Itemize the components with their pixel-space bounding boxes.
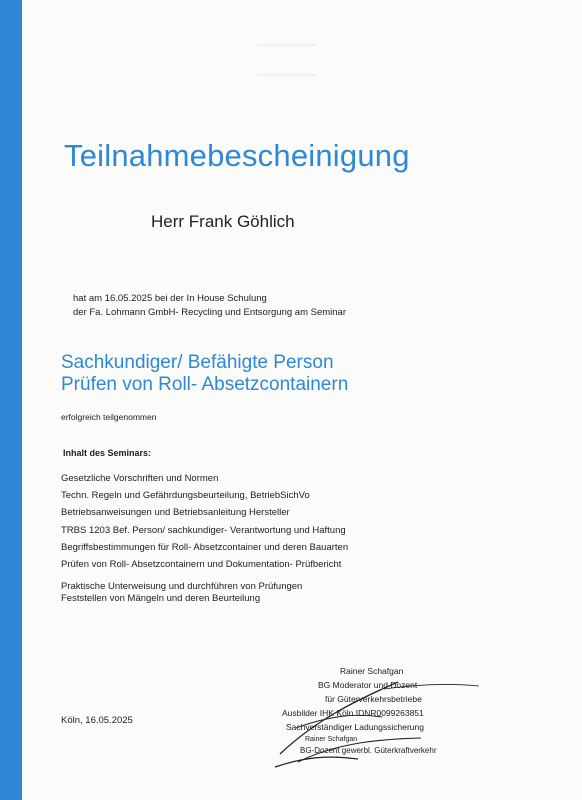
- faint-watermark: [258, 44, 316, 76]
- seminar-content-item: Gesetzliche Vorschriften und Normen: [61, 473, 219, 484]
- signature-block: [270, 666, 570, 776]
- practice-line: Feststellen von Mängeln und deren Beurteilung: [61, 593, 261, 604]
- signer-role: für Güterverkehrsbetriebe: [325, 694, 422, 704]
- signer-role: BG Moderator und Dozent: [318, 680, 418, 690]
- seminar-content-item: TRBS 1203 Bef. Person/ sachkundiger- Verantwortung und Haftung: [61, 524, 346, 536]
- seminar-content-item: Techn. Regeln und Gefährdungsbeurteilung, BetriebSichVo: [61, 490, 310, 502]
- handwritten-signature-icon: [270, 666, 570, 776]
- course-title-line: Prüfen von Roll- Absetzcontainern: [61, 374, 349, 395]
- certificate-title: Teilnahmebescheinigung: [64, 138, 410, 173]
- intro-text: [73, 292, 346, 320]
- course-title: [61, 352, 348, 396]
- signer-qualification: Sachverständiger Ladungssicherung: [286, 722, 424, 732]
- place-and-date: Köln, 16.05.2025: [61, 715, 133, 726]
- completion-status: erfolgreich teilgenommen: [61, 412, 157, 422]
- course-title-line: Sachkundiger/ Befähigte Person: [61, 352, 334, 373]
- intro-line: der Fa. Lohmann GmbH- Recycling und Entsorgung am Seminar: [73, 307, 346, 318]
- stamp-name: Rainer Schafgan: [305, 736, 358, 743]
- seminar-content-item: Betriebsanweisungen und Betriebsanleitung Hersteller: [61, 507, 290, 519]
- contents-heading: Inhalt des Seminars:: [63, 448, 152, 458]
- seminar-contents-list: [61, 470, 348, 573]
- intro-line: hat am 16.05.2025 bei der In House Schulung: [73, 293, 267, 304]
- signer-name: Rainer Schafgan: [340, 666, 404, 676]
- seminar-content-item: Prüfen von Roll- Absetzcontainern und Dokumentation- Prüfbericht: [61, 559, 342, 571]
- recipient-name: Herr Frank Göhlich: [151, 212, 295, 231]
- practice-section: [61, 581, 302, 605]
- stamp-title: BG-Dozent gewerbl. Güterkraftverkehr: [300, 746, 437, 755]
- signer-qualification: Ausbilder IHK Köln IDNR0099263851: [282, 708, 424, 718]
- seminar-content-item: Begriffsbestimmungen für Roll- Absetzcontainer und deren Bauarten: [61, 541, 349, 553]
- practice-line: Praktische Unterweisung und durchführen von Prüfungen: [61, 581, 303, 592]
- blue-side-bar: [0, 0, 22, 800]
